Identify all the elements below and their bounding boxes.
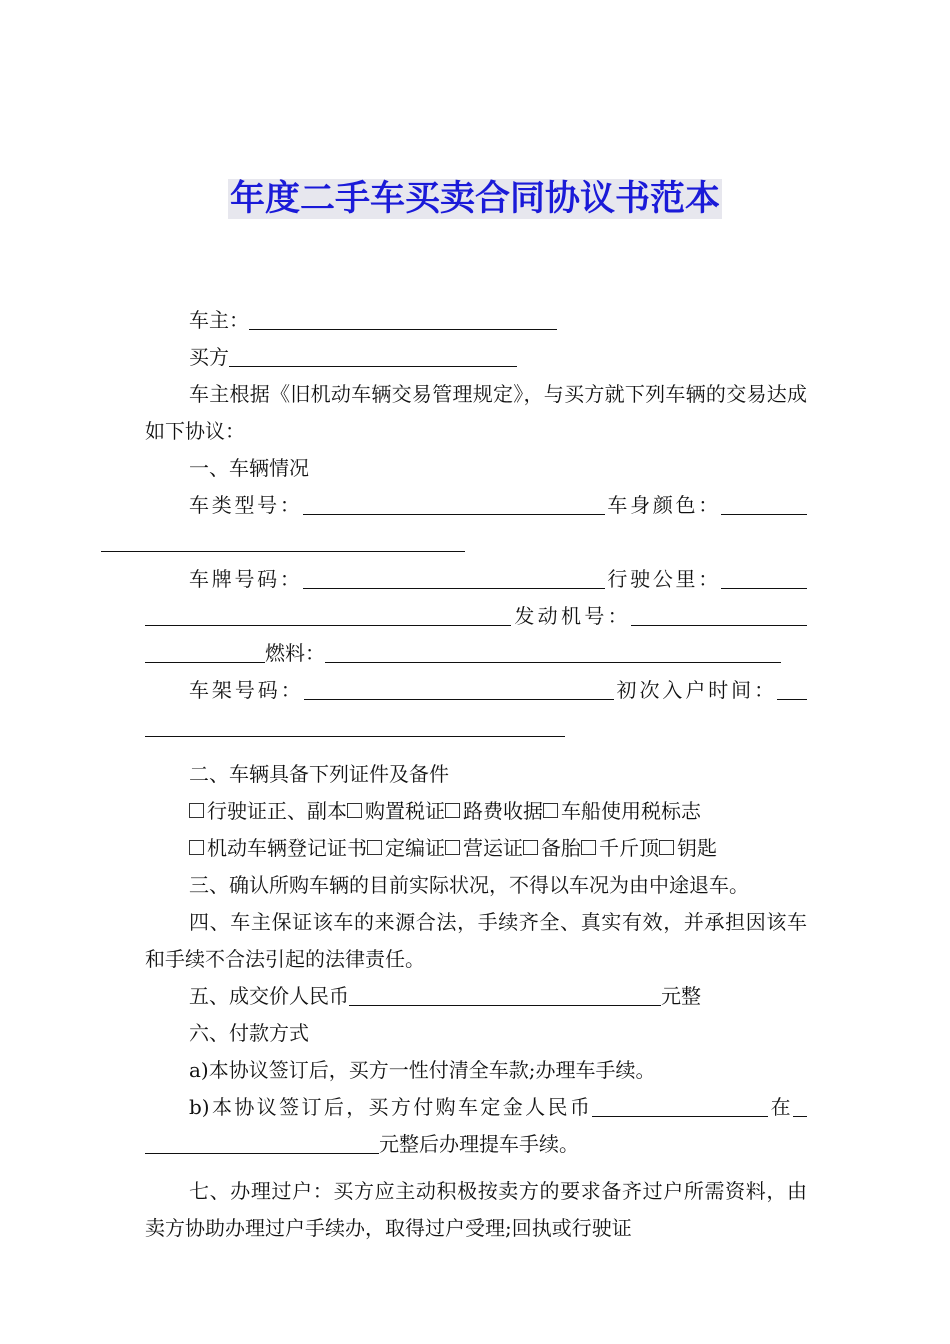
section-4: 四、车主保证该车的来源合法，手续齐全、真实有效，并承担因该车和手续不合法引起的法律责任。: [145, 910, 807, 971]
plate-blank[interactable]: [303, 566, 605, 589]
engine-blank[interactable]: [631, 603, 807, 626]
checkbox-icon[interactable]: [543, 803, 558, 818]
frame-line: 车架号码： 初次入户时间：: [145, 672, 807, 746]
checkbox-icon[interactable]: [189, 803, 204, 818]
section-7: 七、办理过户：买方应主动积极按卖方的要求备齐过户所需资料，由卖方协助办理过户手续办，取得过户受理;回执或行驶证: [145, 1179, 807, 1240]
buyer-blank[interactable]: [229, 344, 517, 367]
vehicle-model-blank[interactable]: [303, 492, 605, 515]
checkbox-icon[interactable]: [445, 840, 460, 855]
checkbox-icon[interactable]: [581, 840, 596, 855]
document-title: 年度二手车买卖合同协议书范本: [229, 179, 720, 219]
payment-option-b: b)本协议签订后，买方付购车定金人民币 在元整后办理提车手续。: [145, 1089, 807, 1163]
section-6-heading: 六、付款方式: [189, 1021, 309, 1045]
owner-line: 车主：: [145, 302, 807, 339]
body-color-blank-cont[interactable]: [101, 529, 465, 552]
engine-blank-cont[interactable]: [145, 640, 265, 663]
checkbox-icon[interactable]: [523, 840, 538, 855]
deposit-blank[interactable]: [592, 1094, 768, 1117]
docs-row-1: 行驶证正、副本 购置税证 路费收据 车船使用税标志: [145, 793, 807, 830]
first-reg-blank[interactable]: [777, 677, 807, 700]
intro-paragraph: 车主根据《旧机动车辆交易管理规定》，与买方就下列车辆的交易达成如下协议：: [145, 382, 807, 443]
checkbox-icon[interactable]: [347, 803, 362, 818]
mileage-blank-cont[interactable]: [145, 603, 511, 626]
document-body: [145, 302, 807, 1247]
deposit-days-blank[interactable]: [793, 1094, 807, 1117]
buyer-line: 买方: [145, 339, 807, 376]
docs-row-2: 机动车辆登记证书 定编证 营运证 备胎 千斤顶 钥匙: [145, 830, 807, 867]
section-1-heading: 一、车辆情况: [189, 456, 309, 480]
section-3: 三、确认所购车辆的目前实际状况，不得以车况为由中途退车。: [189, 873, 749, 897]
payment-option-a: a)本协议签订后，买方一性付清全车款;办理车手续。: [189, 1058, 656, 1082]
checkbox-icon[interactable]: [445, 803, 460, 818]
vehicle-model-line: 车类型号： 车身颜色：: [145, 487, 807, 561]
deposit-days-blank-cont[interactable]: [145, 1131, 379, 1154]
frame-blank[interactable]: [304, 677, 614, 700]
plate-line: 车牌号码： 行驶公里：发动机号：燃料：: [145, 561, 807, 672]
price-blank[interactable]: [349, 983, 661, 1006]
first-reg-blank-cont[interactable]: [145, 714, 565, 737]
section-2-heading: 二、车辆具备下列证件及备件: [189, 762, 449, 786]
owner-blank[interactable]: [249, 307, 557, 330]
body-color-blank[interactable]: [721, 492, 807, 515]
mileage-blank[interactable]: [721, 566, 807, 589]
fuel-blank[interactable]: [325, 640, 781, 663]
checkbox-icon[interactable]: [659, 840, 674, 855]
checkbox-icon[interactable]: [189, 840, 204, 855]
section-5-price-line: 五、成交价人民币 元整: [189, 984, 701, 1008]
checkbox-icon[interactable]: [367, 840, 382, 855]
